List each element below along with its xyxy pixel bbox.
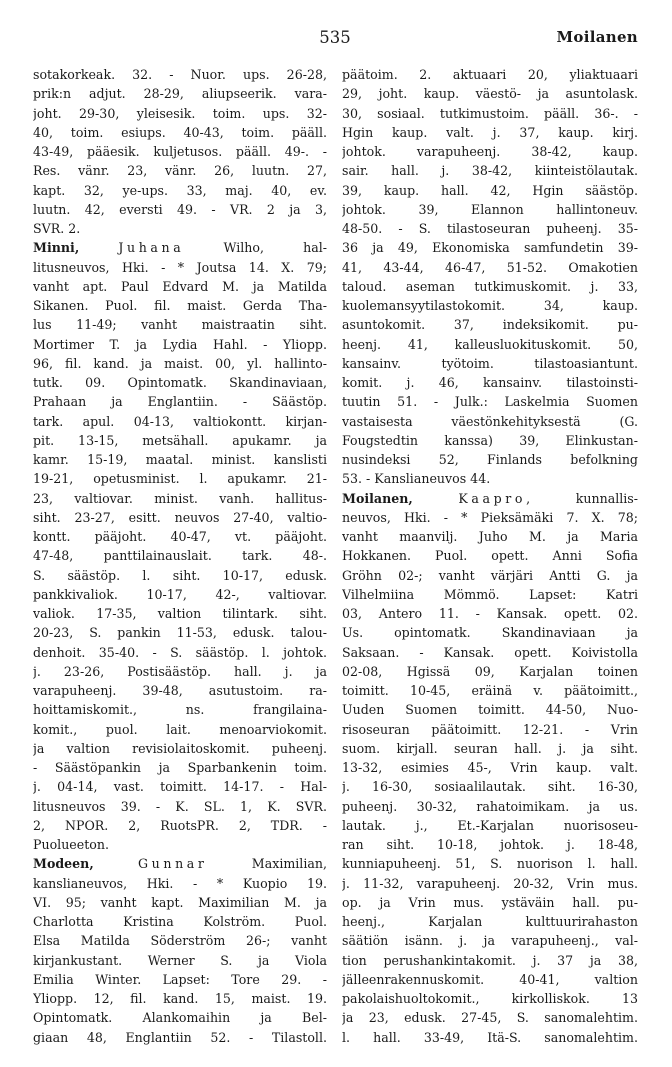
text-line: 47-48, panttilainauslait. tark. 48-. bbox=[33, 548, 327, 564]
text-line: S. säästöp. l. siht. 10-17, edusk. bbox=[33, 567, 327, 583]
text-line: sotakorkeak. 32. - Nuor. ups. 26-28, bbox=[33, 67, 327, 82]
text-line: taloud. aseman tutkimuskomit. j. 33, bbox=[342, 278, 638, 294]
text-line: 39, kaup. hall. 42, Hgin säästöp. bbox=[342, 182, 638, 198]
text-line: kontt. pääjoht. 40-47, vt. pääjoht. bbox=[33, 529, 327, 544]
entry-heading-line bbox=[33, 854, 327, 873]
text-line: j. 04-14, vast. toimitt. 14-17. - Hal- bbox=[33, 779, 327, 795]
text-line: 43-49, pääesik. kuljetusos. pääll. 49-. - bbox=[33, 144, 327, 159]
text-line: j. 11-32, varapuheenj. 20-32, Vrin mus. bbox=[342, 875, 638, 891]
text-line: kansainv. työtoim. tilastoasiantunt. bbox=[342, 355, 638, 371]
text-line: varapuheenj. 39-48, asutustoim. ra- bbox=[33, 683, 327, 698]
text-line: giaan 48, Englantiin 52. - Tilastoll. bbox=[33, 1029, 327, 1045]
text-line: j. 16-30, sosiaalilautak. siht. 16-30, bbox=[342, 779, 638, 795]
text-line: l. hall. 33-49, Itä-S. sanomalehtim. bbox=[342, 1029, 638, 1045]
text-line: Saksaan. - Kansak. opett. Koivistolla bbox=[342, 644, 638, 660]
text-line: heenj. 41, kalleusluokituskomit. 50, bbox=[342, 336, 638, 352]
text-line: Sikanen. Puol. fil. maist. Gerda Tha- bbox=[33, 298, 327, 313]
text-line: 2, NPOR. 2, RuotsPR. 2, TDR. - bbox=[33, 817, 327, 833]
text-line: 96, fil. kand. ja maist. 00, yl. hallinto- bbox=[33, 355, 327, 371]
text-line: 53. - Kanslianeuvos 44. bbox=[342, 471, 491, 487]
text-line: tuutin 51. - Julk.: Laskelmia Suomen bbox=[342, 394, 638, 410]
text-line: luutn. 42, eversti 49. - VR. 2 ja 3, bbox=[33, 201, 327, 217]
text-line: 13-32, esimies 45-, Vrin kaup. valt. bbox=[342, 760, 638, 775]
text-line: suom. kirjall. seuran hall. j. ja siht. bbox=[342, 740, 638, 756]
text-line: prik:n adjut. 28-29, aliupseerik. vara- bbox=[33, 86, 327, 102]
text-line: joht. 29-30, yleisesik. toim. ups. 32- bbox=[33, 105, 327, 121]
text-line: ja valtion revisiolaitoskomit. puheenj. bbox=[33, 740, 327, 756]
entry-heading-rest: Wilho, hal- bbox=[184, 240, 327, 256]
text-line: tion perushankintakomit. j. 37 ja 38, bbox=[342, 952, 638, 968]
text-line: valiok. 17-35, valtion tilintark. siht. bbox=[33, 606, 327, 621]
text-line: 19-21, opetusminist. l. apukamr. 21- bbox=[33, 471, 327, 487]
text-line: pakolaishuoltokomit., kirkolliskok. 13 bbox=[342, 991, 638, 1006]
text-line: vanht maanvilj. Juho M. ja Maria bbox=[342, 529, 638, 544]
entry-surname: Modeen, bbox=[33, 856, 94, 872]
text-line: VI. 95; vanht kapt. Maximilian M. ja bbox=[33, 894, 327, 910]
text-line: op. ja Vrin mus. ystäväin hall. pu- bbox=[342, 894, 638, 910]
text-line: 20-23, S. pankin 11-53, edusk. talou- bbox=[33, 625, 327, 641]
text-line: Hgin kaup. valt. j. 37, kaup. kirj. bbox=[342, 124, 638, 140]
text-line: kuolemansyytilastokomit. 34, kaup. bbox=[342, 298, 638, 313]
page-header bbox=[0, 28, 672, 52]
page-number: 535 bbox=[319, 28, 351, 47]
text-line: jälleenrakennuskomit. 40-41, valtion bbox=[342, 971, 638, 987]
text-line: tutk. 09. Opintomatk. Skandinaviaan, bbox=[33, 375, 327, 390]
text-line: tark. apul. 04-13, valtiokontt. kirjan- bbox=[33, 413, 327, 429]
text-line: vastaisesta väestönkehityksestä (G. bbox=[342, 413, 638, 429]
text-line: SVR. 2. bbox=[33, 221, 81, 236]
text-line: puheenj. 30-32, rahatoimikam. ja us. bbox=[342, 798, 638, 814]
text-line: denhoit. 35-40. - S. säästöp. l. johtok. bbox=[33, 644, 327, 660]
entry-heading-line bbox=[33, 238, 327, 257]
text-line: kanslianeuvos, Hki. - * Kuopio 19. bbox=[33, 875, 327, 891]
text-line: lus 11-49; vanht maistraatin siht. bbox=[33, 317, 327, 333]
text-line: Mortimer T. ja Lydia Hahl. - Yliopp. bbox=[33, 336, 327, 352]
text-line: kirjankustant. Werner S. ja Viola bbox=[33, 952, 327, 968]
entry-surname: Moilanen, bbox=[342, 490, 413, 506]
text-line: 40, toim. esiups. 40-43, toim. pääll. bbox=[33, 124, 327, 140]
text-line: Uuden Suomen toimitt. 44-50, Nuo- bbox=[342, 702, 638, 718]
text-line: Fougstedtin kanssa) 39, Elinkustan- bbox=[342, 432, 638, 448]
text-line: johtok. 39, Elannon hallintoneuv. bbox=[342, 201, 638, 217]
text-line: kamr. 15-19, maatal. minist. kanslisti bbox=[33, 452, 327, 467]
text-line: komit., puol. lait. menoarviokomit. bbox=[33, 721, 327, 737]
text-line: j. 23-26, Postisäästöp. hall. j. ja bbox=[33, 663, 327, 679]
text-line: 29, joht. kaup. väestö- ja asuntolask. bbox=[342, 86, 638, 102]
entry-given-name: Kaapro bbox=[458, 490, 527, 506]
entry-given-name: Gunnar bbox=[138, 856, 208, 872]
text-line: litusneuvos, Hki. - * Joutsa 14. X. 79; bbox=[33, 259, 327, 275]
text-line: risoseuran päätoimitt. 12-21. - Vrin bbox=[342, 721, 638, 737]
text-line: Gröhn 02-; vanht värjäri Antti G. ja bbox=[342, 567, 638, 583]
text-line: johtok. varapuheenj. 38-42, kaup. bbox=[342, 144, 638, 159]
text-line: toimitt. 10-45, eräinä v. päätoimitt., bbox=[342, 683, 638, 698]
text-line: säätiön isänn. j. ja varapuheenj., val- bbox=[342, 933, 638, 949]
text-line: Puolueeton. bbox=[33, 837, 109, 852]
text-line: - Säästöpankin ja Sparbankenin toim. bbox=[33, 760, 327, 775]
text-line: litusneuvos 39. - K. SL. 1, K. SVR. bbox=[33, 798, 327, 814]
text-line: 41, 43-44, 46-47, 51-52. Omakotien bbox=[342, 259, 638, 275]
text-line: päätoim. 2. aktuaari 20, yliaktuaari bbox=[342, 67, 638, 82]
entry-heading-line bbox=[342, 489, 638, 508]
text-line: Emilia Winter. Lapset: Tore 29. - bbox=[33, 971, 327, 987]
text-line: Elsa Matilda Söderström 26-; vanht bbox=[33, 933, 327, 949]
entry-surname: Minni, bbox=[33, 240, 80, 256]
text-line: ran siht. 10-18, johtok. j. 18-48, bbox=[342, 837, 638, 852]
text-line: 02-08, Hgissä 09, Karjalan toinen bbox=[342, 663, 638, 679]
entry-heading-rest: Maximilian, bbox=[207, 856, 327, 872]
text-line: asuntokomit. 37, indeksikomit. pu- bbox=[342, 317, 638, 333]
text-line: 36 ja 49, Ekonomiska samfundetin 39- bbox=[342, 240, 638, 256]
text-line: 30, sosiaal. tutkimustoim. pääll. 36-. - bbox=[342, 105, 638, 121]
right-column bbox=[342, 65, 638, 1060]
text-line: Vilhelmiina Mömmö. Lapset: Katri bbox=[342, 586, 638, 602]
text-line: heenj., Karjalan kulttuurirahaston bbox=[342, 914, 638, 929]
text-line: kapt. 32, ye-ups. 33, maj. 40, ev. bbox=[33, 182, 327, 198]
text-line: neuvos, Hki. - * Pieksämäki 7. X. 78; bbox=[342, 509, 638, 525]
text-line: hoittamiskomit., ns. frangilaina- bbox=[33, 702, 327, 718]
running-head: Moilanen bbox=[556, 28, 638, 46]
text-line: siht. 23-27, esitt. neuvos 27-40, valtio- bbox=[33, 509, 327, 525]
text-line: kunniapuheenj. 51, S. nuorison l. hall. bbox=[342, 856, 638, 872]
text-line: Opintomatk. Alankomaihin ja Bel- bbox=[33, 1010, 327, 1026]
text-line: sair. hall. j. 38-42, kiinteistölautak. bbox=[342, 163, 638, 179]
text-line: Charlotta Kristina Kolström. Puol. bbox=[33, 914, 327, 929]
text-line: 03, Antero 11. - Kansak. opett. 02. bbox=[342, 606, 638, 621]
left-column bbox=[33, 65, 327, 1060]
text-line: nusindeksi 52, Finlands befolkning bbox=[342, 452, 638, 467]
text-line: Prahaan ja Englantiin. - Säästöp. bbox=[33, 394, 327, 410]
text-line: vanht apt. Paul Edvard M. ja Matilda bbox=[33, 278, 327, 294]
text-line: 23, valtiovar. minist. vanh. hallitus- bbox=[33, 490, 327, 506]
text-line: Us. opintomatk. Skandinaviaan ja bbox=[342, 625, 638, 641]
text-line: Yliopp. 12, fil. kand. 15, maist. 19. bbox=[33, 991, 327, 1006]
text-line: Hokkanen. Puol. opett. Anni Sofia bbox=[342, 548, 638, 564]
text-line: Res. vänr. 23, vänr. 26, luutn. 27, bbox=[33, 163, 327, 179]
entry-heading-rest: , kunnallis- bbox=[526, 490, 638, 506]
text-line: pankkivaliok. 10-17, 42-, valtiovar. bbox=[33, 586, 327, 602]
entry-given-name: Juhana bbox=[118, 240, 185, 256]
text-line: komit. j. 46, kansainv. tilastoinsti- bbox=[342, 375, 638, 390]
text-line: lautak. j., Et.-Karjalan nuorisoseu- bbox=[342, 817, 638, 833]
text-line: pit. 13-15, metsähall. apukamr. ja bbox=[33, 432, 327, 448]
text-line: ja 23, edusk. 27-45, S. sanomalehtim. bbox=[342, 1010, 638, 1026]
text-line: 48-50. - S. tilastoseuran puheenj. 35- bbox=[342, 221, 638, 236]
